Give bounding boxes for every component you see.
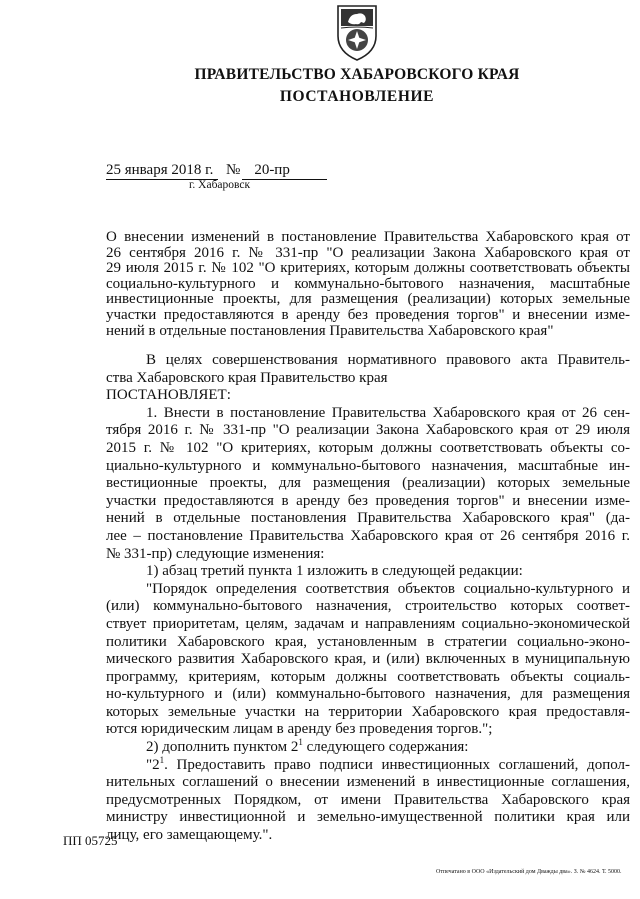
body-line: предусмотренных Порядком, от имени Правительства Хабаровского края xyxy=(106,791,630,808)
body-line: "Порядок определения соответствия объектов социально-культурного и xyxy=(146,580,630,597)
body-line: которых земельные участки на территории Хабаровского края предоставля- xyxy=(106,703,630,720)
body-line: 2015 г. № 102 "О критериях, которым должны соответствовать объекты со- xyxy=(106,439,630,456)
body-line-text: 2) дополнить пунктом 2 xyxy=(146,739,299,756)
document-code: ПП 05725 xyxy=(63,833,118,848)
body-line: В целях совершенствования нормативного правового акта Правитель- xyxy=(146,352,630,368)
body-line: лее – постановление Правительства Хабаровского края от 26 сентября 2016 г. xyxy=(106,527,630,544)
document-meta xyxy=(106,162,327,180)
body-line: циально-культурного и коммунально-бытового назначения, масштабные ин- xyxy=(106,457,630,474)
body-line: тября 2016 г. № 331-пр "О реализации Закона Хабаровского края от 29 июля xyxy=(106,422,630,439)
document-city: г. Хабаровск xyxy=(189,179,251,191)
document-type: ПОСТАНОВЛЕНИЕ xyxy=(279,88,435,105)
title-line: 29 июля 2015 г. № 102 "О критериях, которым должны соответствовать объекты xyxy=(106,260,630,277)
body-line: министру инвестиционной и земельно-имущественной политики края или xyxy=(106,809,630,826)
document-title xyxy=(106,230,630,339)
body-line xyxy=(106,754,630,775)
body-line: вестиционные проекты, для размещения (реализации) которых земельные xyxy=(106,475,630,492)
title-line: социально-культурного и коммунально-бытового назначения, масштабные xyxy=(106,275,630,292)
body-line: (или) коммунально-бытового назначения, строительство которых соответ- xyxy=(106,598,630,615)
printer-note: Отпечатано в ООО «Издательский дом Дважды два». З. № 4624. Т. 5000. xyxy=(436,869,622,875)
body-line xyxy=(106,739,630,757)
body-line: но-культурного и (или) коммунально-бытового назначения, для размещения xyxy=(106,686,630,703)
document-date: 25 января 2018 г. xyxy=(106,163,218,180)
body-line: политики Хабаровского края, установленным в стратегии социально-эконо- xyxy=(106,633,630,650)
body-line: ствует приоритетам, целям, задачам и направлениям социально-экономической xyxy=(106,615,630,632)
body-line: нительных соглашений о внесении изменений в инвестиционные соглашения, xyxy=(106,774,630,791)
number-sign: № xyxy=(226,162,241,178)
title-line: О внесении изменений в постановление Правительства Хабаровского края от xyxy=(106,229,630,245)
superscript: 1 xyxy=(298,737,303,748)
document-number: 20-пр xyxy=(242,163,327,180)
coat-of-arms-icon xyxy=(332,2,382,62)
body-line-text: . Предоставить право подписи инвестиционных соглашений, допол- xyxy=(164,756,630,773)
body-line: 1) абзац третий пункта 1 изложить в следующей редакции: xyxy=(146,563,523,580)
title-line: 26 сентября 2016 г. № 331-пр "О реализации Закона Хабаровского края от xyxy=(106,244,630,261)
body-line: ПОСТАНОВЛЯЕТ: xyxy=(106,387,231,404)
body-line: лицу, его замещающему.". xyxy=(106,827,273,844)
body-line-text: "2 xyxy=(146,756,160,773)
body-line: № 331-пр) следующие изменения: xyxy=(106,545,325,562)
body-line: ства Хабаровского края Правительство края xyxy=(106,369,388,386)
body-line: 1. Внести в постановление Правительства Хабаровского края от 26 сен- xyxy=(146,404,630,421)
body-line: участки предоставляются в аренду без проведения торгов" и внесении изме- xyxy=(106,492,630,509)
body-line: мического развития Хабаровского края, и (или) включенных в муниципальную xyxy=(106,651,630,668)
organization-title: ПРАВИТЕЛЬСТВО ХАБАРОВСКОГО КРАЯ xyxy=(194,66,520,83)
body-line: программу, критериям, которым должны соответствовать объекты социаль- xyxy=(106,668,630,685)
body-line: ются юридическим лицам в аренду без проведения торгов."; xyxy=(106,721,493,738)
superscript: 1 xyxy=(159,754,165,765)
body-line: нений в отдельные постановления Правительства Хабаровского края" (да- xyxy=(106,510,630,527)
title-line: инвестиционные проекты, для размещения (реализации) которых земельные xyxy=(106,291,630,308)
document-body xyxy=(106,352,630,845)
title-line: нений в отдельные постановления Правительства Хабаровского края" xyxy=(106,322,554,339)
body-line-text: следующего содержания: xyxy=(302,739,469,756)
title-line: участки предоставляются в аренду без проведения торгов" и внесении изме- xyxy=(106,306,630,323)
